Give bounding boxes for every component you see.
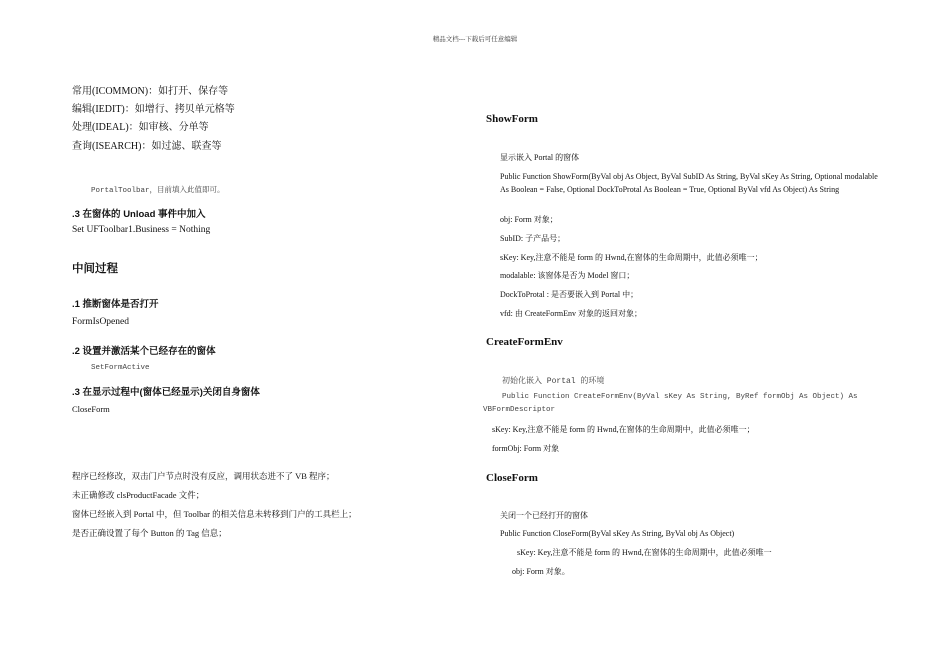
step3-heading: .3 在显示过程中(窗体已经显示)关闭自身窗体 (72, 387, 260, 398)
note-4: 是否正确设置了每个 Button 的 Tag 信息； (72, 528, 227, 538)
showform-param-modalable: modalable: 该窗体是否为 Model 窗口； (500, 271, 635, 280)
note-2: 未正确修改 clsProductFacade 文件； (72, 490, 205, 500)
showform-param-subid: SubID: 子产品号； (500, 234, 566, 243)
process-heading: 中间过程 (72, 263, 118, 275)
unload-code: Set UFToolbar1.Business = Nothing (72, 225, 211, 235)
note-1: 程序已经修改，双击门户节点时没有反应，调用状态进不了 VB 程序； (72, 471, 335, 481)
menu-item-search: 查询(ISEARCH)：如过滤、联查等 (72, 141, 222, 152)
createformenv-title: CreateFormEnv (486, 336, 563, 348)
unload-heading: .3 在窗体的 Unload 事件中加入 (72, 209, 206, 220)
showform-param-docktoprotal: DockToProtal : 是否要嵌入到 Portal 中； (500, 290, 639, 299)
showform-signature: Public Function ShowForm(ByVal obj As Object, ByVal SubID As String, ByVal sKey As String, Optional modalable As Boolean = False, Optional DockToProtal As Boolean = True, Optional ByVal vfd As Object) As String (500, 172, 878, 194)
closeform-desc: 关闭一个已经打开的窗体 (500, 511, 588, 520)
createformenv-param-skey: sKey: Key,注意不能是 form 的 Hwnd,在窗体的生命周期中，此值必须唯一； (492, 425, 755, 434)
menu-item-deal: 处理(IDEAL)：如审核、分单等 (72, 122, 209, 133)
note-3: 窗体已经嵌入到 Portal 中，但 Toolbar 的相关信息未转移到门户的工具栏上； (72, 509, 357, 519)
step2-heading: .2 设置并激活某个已经存在的窗体 (72, 346, 216, 357)
step1-heading: .1 推断窗体是否打开 (72, 299, 159, 310)
showform-desc: 显示嵌入 Portal 的窗体 (500, 153, 580, 162)
closeform-param-skey: sKey: Key,注意不能是 form 的 Hwnd,在窗体的生命周期中，此值必须唯一 (517, 548, 772, 557)
closeform-title: CloseForm (486, 472, 538, 484)
step3-text: CloseForm (72, 404, 110, 414)
createformenv-signature-line2: VBFormDescriptor (483, 406, 556, 414)
closeform-signature: Public Function CloseForm(ByVal sKey As String, ByVal obj As Object) (500, 529, 735, 538)
createformenv-param-formobj: formObj: Form 对象 (492, 444, 560, 453)
createformenv-signature-line1: Public Function CreateFormEnv(ByVal sKey As String, ByRef formObj As Object) As (502, 393, 858, 401)
portal-toolbar-note: PortalToolbar，目前填入此值即可。 (91, 187, 225, 195)
createformenv-desc: 初始化嵌入 Portal 的环境 (502, 377, 605, 386)
menu-item-common: 常用(ICOMMON)：如打开、保存等 (72, 86, 229, 97)
showform-title: ShowForm (486, 113, 538, 125)
step1-text: FormIsOpened (72, 317, 129, 327)
page-header: 精品文档---下载后可任意编辑 (432, 36, 518, 43)
showform-param-obj: obj: Form 对象； (500, 215, 558, 224)
showform-param-vfd: vfd: 由 CreateFormEnv 对象的返回对象； (500, 309, 642, 318)
step2-text: SetFormActive (91, 364, 150, 372)
closeform-param-obj: obj: Form 对象。 (512, 567, 570, 576)
menu-item-edit: 编辑(IEDIT)：如增行、拷贝单元格等 (72, 104, 235, 115)
showform-param-skey: sKey: Key,注意不能是 form 的 Hwnd,在窗体的生命周期中，此值必须唯一； (500, 253, 763, 262)
